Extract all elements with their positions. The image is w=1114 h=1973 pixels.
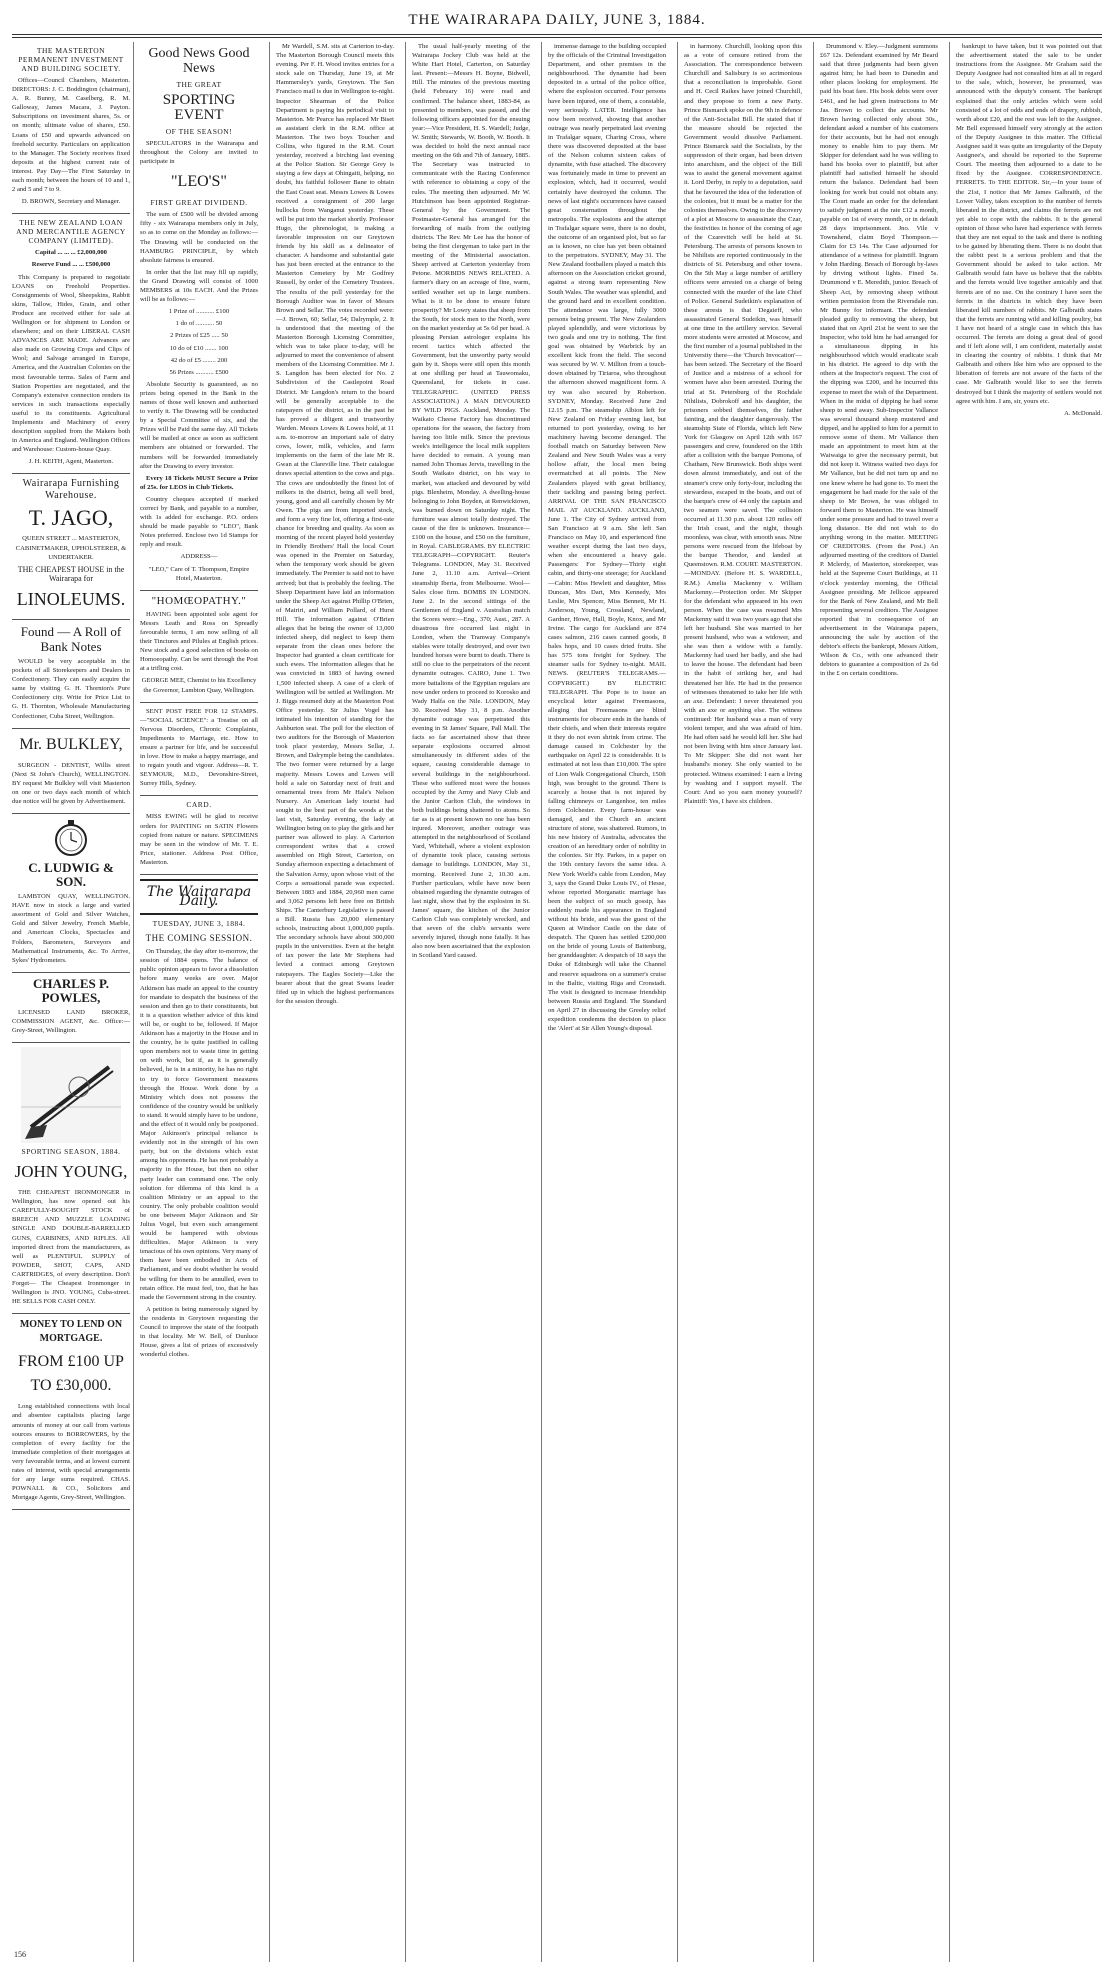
column-divider — [677, 42, 678, 1962]
ad-money-to-lend — [12, 1318, 130, 1510]
ad-building-society — [12, 46, 130, 214]
ad-body: Country cheques accepted if marked correct by Bank, and payable to a number, with 1s added for exchange. P.O. orders should be made payable to "LEO", Bank Notes preferred. Enclose two 1d Stamps for reply and result. — [140, 495, 258, 549]
ad-signature: J. H. KEITH, Agent, Masterton. — [28, 458, 114, 466]
column-3-local-news — [276, 42, 394, 1962]
news-text: The usual half-yearly meeting of the Wairarapa Jockey Club was held at the White Hart Hotel, Carterton, on Saturday last. Present:—Messrs H. Boyne, Bidwell, Hill. The minutes of the previous meeting (held February 16) were read and confirmed. The balance sheet, 1883-84, as presented to members, was passed, and the following officers appointed for the ensuing year:—Vice President, H. S. Wardell; Judge, W. Smith; Stewards, W. Booth, W. Booth. It was decided to hold the next annual race meeting on the 6th and 7th of January, 1885. The Secretary was instructed to communicate with the Racing Conference with reference to obtaining a copy of the rules. The meeting then adjourned. Mr W. Hutchinson has been appointed Registrar-General by the Government. The Postmaster-General has arranged for the forwarding of mails from the outlying districts. The Rev. Mr Lee has the honor of being the first clergyman to take part in the meeting of the Ministerial association. Sheep arrived at Carterton yesterday from Petone. MORBIDS NEWS RELATED. A farmer's diary on an acreage of fine, warm, settled weather set up in large numbers. What is it to be done to ensure future prosperity? Mr Lowry states that sheep from the South, for stock men to the North, were on the market yesterday at 5s 6d per head. A pleasing Persian astrologer explains his recent tactics which affected the Government, but the unworthy party would gain by it. Shops were still open this month at one shilling per head at Tauwomaku, Queensland, for tickets in case. TELEGRAPHIC. (UNITED PRESS ASSOCIATION.) A MAN DEVOURED BY WILD PIGS. Auckland, Monday. The Waikato Cheese Factory has discontinued operations for the season, the factory from having too little milk. Since the previous week's intelligence the local milk suppliers have decided to remain. A young man named John Thomas Jervis, travelling in the South Waikato district, on his way to market, was attacked and devoured by wild pigs. Blenheim, Monday. A dwelling-house belonging to John Boyden, at Renwicktown, was burned down on Saturday night. The furniture was almost totally destroyed. The cause of the fire is unknown. Insurance—£100 on the house, and £50 on the furniture, in Royal. CABLEGRAMS. BY ELECTRIC TELEGRAPH—COPYRIGHT. Reuter's Telegrams. LONDON, May 31. Received June 2, 11.10 a.m. Arrival—Orient steamship Iberia, from Melbourne. Wool—Sales close firm. BOMBS IN LONDON. June 2. In the second sittings of the Gentlemen of England v. Australian match the Scores were:—Eng., 370; Aust., 287. A disastrous fire occurred last night in London, when the Tramway Company's stables were totally destroyed, and over two hundred horses were burnt to death. There is still no clue to the perpetrators of the recent dynamite outrages. CAIRO, June 1. Two more battalions of the Egyptian regulars are now under orders to proceed to Korosko and Wady Halfa on the Nile. LONDON, May 30. Received May 31, 8 p.m. Another dynamite outrage was perpetrated this evening in St James' Square, Pall Mall. The facts so far ascertained show that three separate explosions occurred almost simultaneously in different sides of the square, causing considerable damage to several buildings in the neighbourhood. These who suffered most were the houses occupied by the Army and Navy Club and the Junior Carlton Club, the windows in both buildings being shattered to atoms. So far as is at present known no one has been injured. Moreover, another outrage was attempted in the neighbourhood of Scotland Yard, Whitehall, where a violent explosion of dynamite took place, causing serious damage to buildings. LONDON, May 31, morning. Received June 2, 10.30 a.m. Further particulars, while have now been obtained regarding the dynamite outrages of last night, show that by the explosion in St. James' square, the kitchen of the Junior Carlton Club was completely wrecked, and that seven of the club's servants were severely injured, though none fatally. It has also now been ascertained that the explosion in Scotland Yard caused. — [412, 43, 530, 960]
ad-body: LAMBTON QUAY, WELLINGTON. HAVE now in stock a large and varied assortment of Gold and Silver Watches, Gold and Silver Jewelry, French Marble, and American Clocks, Spectacles and Folders, Barometers, Surveyors and Mathematical Instruments, &c. To Arrive, Sykes' Hydrometers. — [12, 893, 130, 964]
column-divider — [813, 42, 814, 1962]
paper-nameplate — [140, 879, 258, 915]
ad-name: Mr. BULKLEY, — [19, 735, 123, 753]
ad-name: C. LUDWIG & SON. — [28, 860, 114, 890]
ad-great: THE GREAT — [176, 80, 222, 89]
column-2 — [140, 42, 258, 1962]
ad-headline: Good News Good News — [148, 46, 250, 76]
ad-title: "HOMŒOPATHY." — [151, 594, 247, 607]
ad-title: Wairarapa Furnishing Warehouse. — [22, 478, 120, 502]
news-text: in harmony. Churchill, looking upon this as a vote of censure retired from the Association. The correspondence between Churchill and Salisbury is so acrimonious that a reconciliation is improbable. Gorst and H. Cecil Raikes have joined Churchill, and they propose to form a new Party. Prince Bismarck spoke on the 9th in defence of the Anti-Socialist Bill. He stated that if the measure should be rejected the Government would dissolve Parliament. Prince Bismarck said the Socialists, by the suppression of their organ, had been driven into anarchism, and the object of the Bill was to assist the general movement against it. Lord Derby, in reply to a deputation, said that he favoured the idea of the federation of the colonies, but it must be a matter for the colonies themselves. Owing to the discovery of a plot at Moscow to assassinate the Czar, the festivities in honor of the coming of age of the Czarevitch will be held at St. Petersburg. The arrests of persons known to be Nihilists are reported continuously in the districts of St. Petersburg and other towns. On the 5th May a large number of artillery officers were arrested on a charge of being connected with the murder of the late Chief of Police. General Sudeikin's explanation of these arrests is that Degaieff, who assassinated General Sudeikin, was himself at one time in the artillery service. Several more students were arrested at Moscow, and the first number of a journal published in the University there—the 'Church Invocation'—has been seized. The Secretary of the Board of Justice and a mistress of a school for women have also been arrested. During the trial at St. Petersburg of the Rochdale Nihilists, Dobrokoff and his daughter, the prisoners sobbed themselves, the father fainting, and the daughter dangerously. The steamship State of Florida, which left New York for Glasgow on April 12th with 167 passengers and crew, foundered on the 18th after a collision with the barque Pomona, of Chatham, New Brunswick. Both ships went down almost immediately, and out of the steamer's crew only forty-four, including the stewardess, escaped in the boats, and out of the barque's crew of 44 only the captain and two seamen were saved. The collision occurred at 11.30 p.m. about 120 miles off the Irish coast, and the night, though moonless, was clear, with smooth seas. Nine persons were rescued from the lifeboat by the barque Theodor, and landed at Queenstown. R.M. COURT. MASTERTON.—MONDAY. (Before H. S. WARDELL, R.M.) Amelia Mackenny v. William Mackenny.—Protection order. Mr Skipper for the defendant who appeared in his own person. When the case was resumed Mrs Mackenny said it was two years ago that she left her husband. She was married to her present husband, who was a widower, and she was then a widow with a family. Mackenny had used her badly, and she had to leave the house. The defendant had been in the habit of striking her, and had threatened her life. He had in the presence of witnesses threatened to take her life with an axe. Defendant: I never threatened you with an axe or anything else. The witness continued: Her husband was a man of very violent temper, and she was afraid of him. He had often said he would kill her. She had not been living with him since January last. To Mr Skipper: She did not want her husband's money. She only wanted to be protected. Witness examined: I earn a living by washing and I support myself. The Court: And so you earn money yourself? Plaintiff: Yes, I have six children. — [684, 43, 802, 805]
pocket-watch-icon — [51, 818, 91, 858]
ad-first-dividend: FIRST GREAT DIVIDEND. — [150, 198, 248, 208]
ad-body: Absolute Security is guaranteed, as no prizes being opened in the Bank in the names of those well known and authorised to verify it. The Drawing will be conducted by a Special Committee of six, and the Prizes will be Paid the same day. All Tickets will be mailed at once as soon as sufficient members are obtained or forwarded. The numbers will be forwarded immediately after the Drawing to every investor. — [140, 380, 258, 470]
page-number: 156 — [14, 1950, 26, 1959]
column-divider — [269, 42, 270, 1962]
ad-sporting: SPORTING EVENT — [162, 92, 236, 123]
column-6-rm-court — [684, 42, 802, 1962]
prize-line: 56 Prizes ........... £500 — [169, 368, 229, 376]
ad-body: Offices—Council Chambers, Masterton. DIRECTORS: J. C. Boddington (chairman), A. R. Bunny, M. Caselberg, R. M. Galloway, James Macara, J. Payton. Subscriptions on investment shares, 5s. or on month; ultimate value of shares, £50. Loans of £50 and upwards advanced on freehold security. Particulars on application to the Manager. The Society receives fixed deposits at the highest current rate of interest. Pay Day—The First Saturday in each month; between the hours of 10 and 1, 2 and 5 and 7 to 9. — [12, 77, 130, 194]
ad-body: MISS EWING will be glad to receive orders for PAINTING on SATIN Flowers copied from nature or nature. SPECIMENS may be seen in the window of Mr. T. E. Price, stationer. Address Post Office, Masterton. — [140, 813, 258, 866]
ad-body: THE CHEAPEST IRONMONGER in Wellington, has now opened out his CAREFULLY-BOUGHT STOCK of BREECH AND MUZZLE LOADING SINGLE AND DOUBLE-BARRELLED GUNS, CARBINES, AND RIFLES. All imported direct from the manufacturers, as well as PLENTIFUL SUPPLY of POWDER, SHOT, CAPS, AND CARTRIDGES, of every description. Don't Forget— The Cheapest Ironmonger in Wellington is JNO. YOUNG, Cuba-street. HE SELLS FOR CASH ONLY. — [12, 1189, 130, 1306]
ad-special: Every 18 Tickets MUST Secure a Prize of 25s. for LEOS in Club Tickets. — [140, 474, 258, 491]
ad-body: SURGEON - DENTIST, Willis street (Next St John's Church), WELLINGTON. BY request Mr Bulkley will visit Masterton on one or two days each month of which due notice will be given by Advertisement. — [12, 761, 130, 805]
column-7-court-continued — [820, 42, 938, 1962]
ad-season: OF THE SEASON! — [165, 127, 233, 136]
ad-address-label: ADDRESS— — [180, 553, 218, 561]
ad-homoeopathy — [140, 595, 258, 703]
leader-title: THE COMING SESSION. — [145, 933, 253, 944]
ad-land-broker — [12, 977, 130, 1043]
column-5-mail-news — [548, 42, 666, 1962]
ad-capital: Capital ... ... ... £2,000,000 — [35, 249, 107, 257]
news-text: immense damage to the building occupied by the officials of the Criminal Investigation Department, and other premises in the neighbourhood. The dynamite had been deposited in a urinal of the police office, where the explosion occurred. Four persons have been injured, one of them, a constable, very seriously. LATER. Intelligence has now been received, showing that another outrage was nearly perpetrated last evening in Trafalgar square, Charing Cross, where there was discovered deposited at the base of the Nelson column sixteen cakes of dynamite, with fuse attached. The discovery was fortunately made in time to prevent an explosion, which, had it occurred, would certainly have destroyed the column. The news of last night's occurrences have caused great consternation throughout the metropolis. The explosions and the attempt in Trafalgar square were, there is no doubt, the outcome of an organised plot, but so far as is known, no clue has yet been obtained to the perpetrators. SYDNEY, May 31. The New Zealand footballers played a match this afternoon on the Association cricket ground, against a strong team representing New South Wales. The weather was splendid, and the ground hard and in excellent condition. The attendance was large, fully 3000 persons being present. The New Zealanders played splendidly, and were victorious by two goals and one try to nothing. The first goal was obtained by Warbrick by an excellent kick from the field. The second was secured by W. V. Millton from a touch-down obtained by Tiriaroa, who throughout the afternoon showed magnificent form. A try was also secured by Robertson. SYDNEY, Monday. Received June 2nd 12.15 p.m. The steamship Albion left for New Zealand on Friday evening last, but returned to port yesterday, owing to her machinery having become deranged. The football match on Saturday between New Zealand and New South Wales was a very hollow affair, the local men being overmatched at all points. The New Zealanders played with great brilliancy, their tackling and passing being perfect. ARRIVAL OF THE SAN FRANCISCO MAIL AT AUCKLAND. AUCKLAND, June 1. The City of Sydney arrived from San Francisco at 9 a.m. She left San Francisco on May 10, and experienced fine weather except during the last two days, when she encountered a heavy gale. Passengers: For Sydney—Thirty eight cabin, and thirty-one steerage; for Auckland—Cabin: Miss Hewlett and daughter, Miss Duncan, Mrs Dart, Mrs Kennedy, Mrs Leslie, Mrs Spencer, Miss Bennett, Mr H. Anderson, Young, Crossland, Newland, Gardner, Howe, Hall, Boyle, Knox, and Mr Irvine. The cargo for Auckland are 874 cases salmon, 216 cases canned goods, 8 bales hops, and 10 cases dried fruits. She has 575 tons freight for Sydney. The steamer sails for Sydney to-night. MAIL NEWS. (REUTER'S TELEGRAMS.—COPYRIGHT.) BY ELECTRIC TELEGRAPH. The Pope is to issue an encyclical letter against Freemasons, alleging that Freemasons are blind instruments for obscure ends in the hands of their chiefs, and when their interests require it they do not even shrink from crime. The damage caused in Colchester by the earthquake on April 22 is considerable. It is estimated at not less than £10,000. The spire of Lion Walk Congregational Church, 150ft high, was brought to the ground. There is scarcely a house that is not injured by falling chimneys or Langenhoe, ten miles from Colchester. Every farm-house was damaged, and the Church an ancient structure of stone, was shattered. Rumors, in his new history of Australia, advocates the creation of an hereditary order of nobility in the colonies. Sir Hy. Parkes, in a paper on the 19th century favors the same idea. A New York World's cable from London, May 3, says the Grand Duke Louis IV., of Hesse, whose reported Morganatic marriage has been the subject of so much gossip, has suddenly made his appearance in England without his bride, and was the guest of the Queen at Windsor Castle on the date of despatch. The Queen has settled £200,000 on the bride of young Louis of Battenburg, her granddaughter. A despatch of 18 says the Duke of Edinburgh will take the Channel and reserve squadrons on a summer's cruise in the Baltic, visiting Riga and Cronstadt. The visit is designed to increase friendship between Russia and England. The Standard on April 27 in discussing the Greeley relief expedition condemns the decision to place the 'Alert' at Sir Allen Young's disposal. — [548, 43, 666, 1033]
sporting-gun-illustration — [21, 1047, 121, 1143]
ad-body: SPECULATORS in the Wairarapa and throughout the Colony are invited to participate in — [140, 140, 258, 166]
ad-body: This Company is prepared to negotiate LOANS on Freehold Properties. Consignments of Wool, Sheepskins, Rabbit skins, Tallow, Hides, Grain, and other Produce are received either for sale at Wellington or for shipment to London or elsewhere; and on their LIBERAL CASH ADVANCES ARE MADE. Advances are also made on Growing Crops and Clips of Wool; and Salvage arranged in Europe, America, and the Australian Colonies on the most favourable terms. Sales of Farm and Station Properties are negotiated, and the Company's extensive connection renders its services in such transactions especially useful to its constituents. Agricultural Implements and Machinery of every description supplied from the Makers both in America and England. Wellington Offices and Warehouse: Custom-house Quay. — [12, 273, 130, 454]
ad-amount: FROM £100 UP TO £30,000. — [18, 1353, 124, 1395]
ad-name: JOHN YOUNG, — [14, 1162, 128, 1182]
prize-line: 42 do of £5 ........ 200 — [170, 356, 228, 364]
paper-title: The Wairarapa Daily. — [146, 884, 252, 910]
prize-line: 10 do of £10 ....... 100 — [169, 344, 229, 352]
ad-address: "LEO," Care of T. Thompson, Empire Hotel, Masterton. — [148, 565, 250, 582]
ad-body: HAVING been appointed sole agent for Messrs Leath and Ross on Spreadly favourable terms, I am now selling of all their Tinctures and Pilules at English prices. New stock and a good selection of books on Homoeopathy. Can be sent through the Post at a trifling cost. — [140, 610, 258, 673]
column-8-correspondence — [956, 42, 1102, 1962]
ad-card — [140, 800, 258, 875]
prize-line: 2 Prizes of £25 ..... 50 — [170, 332, 228, 340]
ad-loan-agency — [12, 218, 130, 474]
prize-line: 1 Prize of ........... £100 — [168, 308, 230, 316]
ad-body: The sum of £500 will be divided among fifty - six Wairarapa members only in July, so as to come on the Monday as follows:— The Drawing will be conducted on the HAMBURG PRINCIPLE, by which absolute fairness is ensured. — [140, 211, 258, 264]
ad-body: Long established connections with local and absentee capitalists placing large amounts of money at our call from various sources ensures to BORROWERS, by the completion of every facility for the immediate completion of their mortgages at very favourable terms, and at lowest current rates of interest, with special arrangements for any large sums required. CHAS. POWNALL & CO., Solicitors and Mortgage Agents, Grey-Street, Wellington. — [12, 1403, 130, 1502]
ad-body: LICENSED LAND BROKER, COMMISSION AGENT, &c. Office:—Grey-Street, Wellington. — [12, 1008, 130, 1034]
ad-leos-sweep — [140, 46, 258, 591]
masthead-rule-2 — [12, 37, 1102, 38]
ad-furnishing — [12, 478, 130, 619]
column-4-telegraphic — [412, 42, 530, 1962]
ad-season: SPORTING SEASON, 1884. — [21, 1147, 121, 1157]
letter-signature: A. McDonald. — [1064, 409, 1102, 417]
ad-name: T. JAGO, — [28, 505, 114, 531]
prize-line: 1 do of ........... 50 — [175, 320, 223, 328]
paper-date: TUESDAY, JUNE 3, 1884. — [152, 919, 246, 929]
news-text: bankrupt to have taken, but it was pointed out that the advertisement stated the sale to be under instructions from the Assignee. Mr Graham said the Deputy Assignee had not consulted him at all in regard to the sale, which, however, he presumed, was announced with the deputy's consent. The bankrupt explained that the only articles which were sold consisted of a lot of odds and ends of drapery, rubbish, worth about £20, and the rest was left to the Assignee. Mr Bell expressed himself very strongly at the action of the Deputy Assignee in this matter. The Official Assignee said it was quite an irregularity of the Deputy Assignee's, and should be reported to the Supreme Court. The meeting then adjourned to a date to be fixed by the Assignee. CORRESPONDENCE. FERRETS. To THE EDITOR. Sir,—In your issue of the 21st, I notice that Mr James Galbraith, of the Lower Valley, takes exception to the number of ferrets liberated in the district, and claims the ferrets are not yet able to cope with the rabbits. It is the general opinion of those who have had experience with ferrets that they are not equal to the task and there is nothing to be gained by liberating them. There is no doubt that the rabbit pest is a serious problem and that the Government should be asked to take action. Mr Galbraith would fain have us believe that the rabbits and the ferrets would live together amicably and that ferrets are of no use. On the contrary I have seen the ferrets in the districts in which they have been liberated kill numbers of rabbits. Mr Galbraith states that the ferrets are running wild and killing poultry, but I have not heard of a single case in which this has occurred. The ferrets are doing a great deal of good and if left alone will, I am confident, materially assist in clearing the country of rabbits. I think that Mr Galbraith and others like him who are opposed to the liberation of ferrets are not aware of the facts of the case. Mr Galbraith would like to see the ferrets destroyed but I think the majority of settlers would not agree with him. I am, sir, yours etc. — [956, 43, 1102, 405]
leader-footer: A petition is being numerously signed by the residents in Greytown requesting the Council to improve the state of the footpath in that locality. Mr W. Bell, of Dunluce House, gives a list of prizes of excessively wonderful clothes. — [140, 1305, 258, 1359]
ad-cheap: THE CHEAPEST HOUSE in the Wairarapa for — [17, 564, 125, 583]
ad-watchmakers — [12, 818, 130, 973]
ad-body: SENT POST FREE FOR 12 STAMPS.—"SOCIAL SCIENCE": a Treatise on all Nervous Disorders, Chronic Complaints, Impediments to Marriage, etc. How to ensure a partner for life, and be successful in love. How to make a happy marriage, and to regain youth and vigour. Address—R. T. SEYMOUR, M.D., Devonshire-Street, Surrey Hills, Sydney. — [140, 707, 258, 788]
ad-dentist — [12, 733, 130, 814]
ad-title: CARD. — [186, 800, 212, 810]
ad-linoleums: LINOLEUMS. — [16, 588, 126, 609]
ad-prizes-head: In order that the list may fill up rapidly, the Grand Drawing will consist of 1000 MEMBERS at 10s EACH. And the Prizes will be as follows:— — [140, 268, 258, 304]
ad-title: THE NEW ZEALAND LOAN AND MERCANTILE AGENCY COMPANY (LIMITED). — [16, 218, 126, 246]
ad-title: Found — A Roll of Bank Notes — [20, 623, 122, 654]
masthead: THE WAIRARAPA DAILY, JUNE 3, 1884. — [408, 12, 706, 28]
ad-leos: "LEO'S" — [171, 173, 227, 191]
ad-ironmonger — [12, 1047, 130, 1314]
ad-signature: D. BROWN, Secretary and Manager. — [21, 198, 121, 206]
ad-title: THE MASTERTON PERMANENT INVESTMENT AND BUILDING SOCIETY. — [18, 46, 124, 73]
masthead-rule — [12, 34, 1102, 35]
ad-signature: GEORGE MEE, Chemist to his Excellency the Governor, Lambton Quay, Wellington. — [141, 677, 257, 694]
news-text: Mr Wardell, S.M. sits at Carterton to-day. The Masterton Borough Council meets this evening. Per F. H. Wood invites entries for a stock sale on Thursday, June 19, at Mr Hammersley's yards, Greytown. The San Francisco mail is due in Wellington to-night. Inspector Shearman of the Police Department is paying his periodical visit to Masterton. Mr Pearce has replaced Mr Biset as assistant clerk in the R.M. office at Masterton. The two boys Toucher and Collins, who figured in the R.M. Court yesterday, received a birching last evening at the Police Station. Sir George Grey is staying a few days at Ohingaiti, helping, no doubt, his faithful follower Bane to obtain the East Coast seat. Messrs Lowes & Lowes received a consignment of 200 large bullocks from Wanganui yesterday. These will be put into the market shortly. Professor Hugo, the phrenologist, is making a favorable impression on our Greytown friends by his skill as a delineator of character. A handsome and substantial gate has just been erected at the entrance to the Masterton Cemetery by Mr Godfrey Russell, by order of the Cemetery Trustees. The results of the poll yesterday for the Borough Auditor was in favor of Messrs Brown and Sellar. The votes recorded were:—J. Brown, 60; Sellar, 54; Dalrymple, 2. It is understood that the meeting of the Masterton Borough Licensing Committee, which was to take place to-day, will be adjourned to meet the convenience of absent members of the Licensing Committee. Mr J. S. Langdon has been elected for No. 2 Subdivision of the Castlepoint Road District. Mr Langdon's return to the board will be generally acceptable to the ratepayers of the district, as in the past he has proved a diligent and trustworthy Warden. Messrs Lowes & Lowes hold, at 11 a.m. to-morrow an important sale of dairy cows, lower, milk, vehicles, and farm implements on the farm of the late Mr R. Gwan at the Clareville line. Their catalogue draws special attention to the cows and pigs. The cows are undoubtedly the finest lot of milkers in the district, being all well bred, young, good and all carefully chosen by Mr Owen. The pigs are from imported stock, and form a very fine lot, offering a first-rate chance for breeding and quality. As soon as morning of the recent played hold yesterday in Friendly Brothers' Hall the local Court was opened in the Premier on Saturday, when the temporary work should be given immediately. The Premier is said not to have arrived; but that is probably the feeling. The Sheep Department have laid an information under the Sheep Act against Phillip O'Brien, of Mairiri, and William Pollard, of Hurst Hill. The information against O'Brien alleges that he being the owner of 13,000 infected sheep, did neglect to keep them separate from the clean ones before the Inspector had granted a clean certificate for such ewes. The information alleges that he was convicted in 1883 of having owned 1,500 infected sheep. A case of a clerk of Wellington will be settled at Wellington. Mr J. Biggs resumed duty at the Masterton Post Office yesterday. Sir Julius Vogel has intimated his intention of standing for the Ashburton seat. The poll for the election of two auditors for the Borough of Masterton took place yesterday, Messrs Sellar, J. Brown, and Dalrymple being the candidates. The two former were returned by a large majority. Messrs Lowes and Lowes will hold a sale on Saturday next of fruit and ornamental trees from Mr Hale's Nelson Nursery. An American lady tourist had sought to the best part of the woods at the last visit, Saturday evening, the lady at Wellington being on to play the girls and her partner was allowed to play. A Carterton correspondent writes that a crowd assembled on High Street, Carterton, on Sunday afternoon expecting a detachment of the Salvation Army, upon whose visit of the Corps a sensational parade was expected. Between 1883 and 1884, 20,960 men came and 3,062 persons left here free on British Ships. The Canterbury Legislative is passed a Bill. Russia has 20,000 elementary schools, instructing about 1,000,000 pupils. The secondary schools have about 300,000 pupils in the universities. Even at the height of tax power the late Mr Stephens had levied a contract among Greytown ratepayers. The Eagles Society—Like the bearer about that the great Swans leader fifed up in which the highest performances for the session through. — [276, 43, 394, 1005]
ad-reserve: Reserve Fund ... ... £500,000 — [31, 261, 111, 269]
ad-trades: QUEEN STREET ... MASTERTON, CABINETMAKER, UPHOLSTERER, & UNDERTAKER. — [15, 535, 127, 561]
column-divider — [541, 42, 542, 1962]
ad-body: WOULD be very acceptable in the pockets of all Storekeepers and Dealers in Confectionery. They can easily acquire the same by visiting G. H. Thornton's Pure Confectionery city. Write for Price List to G. H. Thornton, Wholesale Manufacturing Confectioner, Cuba Street, Wellington. — [12, 657, 130, 720]
ad-bank-notes — [12, 624, 130, 729]
ad-name: CHARLES P. POWLES, — [32, 975, 110, 1005]
leader-body: On Thursday, the day after to-morrow, the session of 1884 opens. The balance of public opinion appears to favor a dissolution before many weeks are over. Major Atkinson has made an appeal to the country for mandate to despatch the business of the session and then go to their constituents, but it is a question whether advice of this kind will be, or ought to be, followed. If Major Atkinson has a majority in the House and in the country, he is quite justified in calling upon members not to waste time in getting on with work, but if, as it is generally believed, he is in a minority, he has no right to try to force Government measures through the House. Work done by a Ministry which does not possess the confidence of the country would be unlikely to stand. It would simply have to be undone, and the effect of it would only be postponed. Major Atkinson's principal reliance is evidently not in the strength of his own party, but on the divisions which exist among his opponents. He has not probably a majority in the House, but then no other party leader can command one. The only solution for dilemma of this kind is a coalition Ministry or an appeal to the country. The only probable coalition would be one between Major Atkinson and Sir Julius Vogel, but even such arrangement would be hampered with obvious difficulties. Major Atkinson is very tenacious of his own opinions. Very many of them have been embodied in Acts of Parliament, and we doubt whether he would be willing for them to be annulled, even to retain office. He must feel, too, that he has made the Government strong in the country. — [140, 948, 258, 1301]
column-divider — [405, 42, 406, 1962]
column-1-advertisements — [12, 42, 130, 1962]
ad-social-science — [140, 707, 258, 797]
ad-title: MONEY TO LEND ON MORTGAGE. — [19, 1319, 123, 1345]
column-divider — [133, 42, 134, 1962]
news-text: Drummond v. Eley.—Judgment summons £67 12s. Defendant examined by Mr Beard said that three judgments had been given against him; he had been to Dunedin and other places looking for employment. He paid his boat fare. His book debts were over £461, and he had given instructions to Mr Jas. Brown to collect the accounts. Mr Brown having collected only about 30s., defendant asked a number of his customers for their accounts, but he had not enough money to enable him to pay them. Mr Skipper for defendant said he was willing to hand his books over to plaintiff, but after plaintiff had satisfied himself he should return the balance. Defendant had been looking for work but could not obtain any. The Court made an order for the defendant to satisfy judgment at the rate £12 a month, payable on 1st of every month, or in default 28 days imprisonment. Jno. Vile v Townshend, claim Boyd Thompson.—Claim for £3 14s. The Case adjourned for attendance of a witness for plaintiff. Ingram v John Harding. Breach of Borough by-laws by driving without lights. Fined 5s. Drummond v E. Meredith, junior. Breach of Sheep Act, by removing sheep without written permission from the Riversdale run. Mr Bunny for informant. The defendant pleaded guilty to removing the sheep, but stated that on April 21st he went to see the Inspector, who told him he had arranged for a simultaneous dipping in his neighbourhood which would eradicate scab in his district. He agreed to dip with the others at the Inspector's request. The cost of the dipping was £200, and he incurred this expense to meet the wish of the Department. When in the midst of dipping he had some sheep to send away. Sub-Inspector Vallance was several thousand sheep mustered and dipped, and he applied to him for a permit to remove some of them. Mr Vallance then made an appointment to meet him at the Waiwaiga to give the necessary permit, but did not keep it. Witness waited two days for Mr Vallance, but he did not turn up and no one knew where he had gone to. To meet the engagement he had made for the sale of the sheep to Mr Brown, he was obliged to forward them to Masterton. He was himself under some pressure and had to travel over a long distance. He did not wish to do anything wrong in the matter. MEETING OF CREDITORS. (From the Post.) An adjourned meeting of the creditors of Daniel P. Mclerdy, of Masterton, storekeeper, was held at the Supreme Court Buildings, at 11 o'clock yesterday morning, the Official Assignee presiding. Mr Jellicoe appeared for the Bank of New Zealand, and Mr Bell representing several creditors. The Assignee reported that in consequence of an advertisement in the Wairarapa papers, announcing the sale by auction of the debtor's effects the bankrupt, Messrs Aitken, Wilson & Co., with one advanced their debtors to guarantee a composition of 2s 6d in the £ on certain conditions. — [820, 43, 938, 678]
column-divider — [949, 42, 950, 1962]
